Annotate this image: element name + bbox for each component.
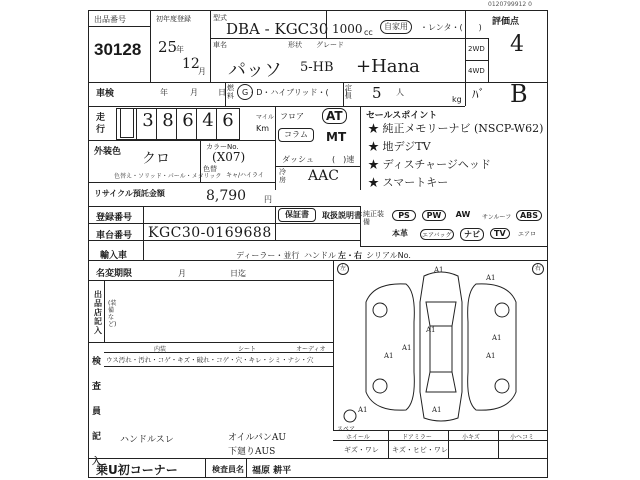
fuel-selected-circle [237, 84, 253, 100]
damage-mark: A1 [492, 334, 502, 342]
import-dealer: ディーラー・並行 [236, 251, 300, 260]
inspector-char: 員 [92, 407, 102, 417]
shape-value: 5-HB [300, 60, 334, 75]
inspector-char: 記 [92, 432, 102, 442]
fuel-options: G・D・ハイブリッド・( ) [242, 88, 348, 97]
damage-mark: A1 [384, 352, 394, 360]
cc-value: 1000 [332, 22, 363, 36]
diagram-left: 左 [337, 263, 349, 275]
equip-side-label: 純正装備 [363, 210, 384, 226]
mirror-header: ドアミラー [402, 434, 432, 441]
sales-point-text: 純正メモリーナビ (NSCP-W62) [382, 122, 544, 135]
change-note: キャ/ハイライ [226, 172, 264, 179]
car-name-label: 車名 [213, 41, 227, 49]
ac-value: AAC [308, 168, 339, 184]
chassis-value: KGC30-0169688 [148, 225, 272, 241]
weight-unit: kg [452, 95, 462, 104]
cc-unit: cc [364, 28, 373, 37]
capacity-label: 定員 [345, 84, 352, 100]
sales-point-item: ★ スマートキー [368, 176, 449, 189]
color-no-label: カラーNo. [206, 143, 239, 151]
chassis-label: 車台番号 [96, 231, 133, 241]
color-label: 外装色 [94, 147, 122, 157]
shape-label: 形状 [288, 41, 302, 49]
manual-label: 取扱説明書 [322, 211, 362, 220]
serial-label: シリアルNo. [366, 251, 411, 260]
insp-year-unit: 年 [160, 88, 168, 97]
floor-value-circled: AT [322, 108, 347, 124]
inspector-char: 入 [92, 457, 102, 467]
sales-points-title: セールスポイント [366, 111, 438, 121]
barcode-number: 0120799912 0 [488, 1, 532, 8]
mileage-box-frame [116, 108, 240, 140]
type-label: 型式 [213, 14, 227, 22]
type-value: DBA - KGC30 [226, 20, 329, 38]
inspector-char: 査 [92, 382, 102, 392]
column-label-circled: コラム [278, 128, 314, 142]
inspector-name-label: 検査員名 [212, 465, 244, 474]
first-reg-year: 25 [158, 38, 178, 56]
damage-mark: A1 [402, 344, 412, 352]
fuel-label: 燃料 [227, 84, 234, 100]
damage-mark: A1 [358, 406, 368, 414]
damage-mark: A1 [426, 326, 436, 334]
repaint-label: 色替 [203, 165, 217, 173]
mt-label: MT [326, 130, 347, 144]
handle-value: 左・右 [338, 251, 362, 260]
mileage-digit: 3 [142, 110, 154, 131]
interior-options: ウス汚れ・汚れ・コゲ・キズ・破れ・コゲ・穴・キレ・シミ・ナシ・穴 [106, 356, 314, 364]
car-diagram [336, 262, 546, 430]
inspector-note: オイルパンAU [228, 433, 287, 443]
mileage-unit-top: マイル [256, 114, 274, 121]
interior-header: 内装 [154, 346, 167, 353]
equip-aw: AW [455, 210, 471, 219]
speed-label: ( )速 [332, 155, 355, 164]
year-unit: 年 [176, 45, 184, 54]
spare-circle [344, 410, 356, 422]
mileage-unit-bottom: Km [256, 124, 270, 133]
lot-number: 30128 [94, 40, 142, 59]
lot-label: 出品番号 [94, 15, 126, 24]
warranty-circled: 保証書 [278, 208, 316, 222]
inspection-label: 車検 [96, 89, 115, 99]
reg-label: 登録番号 [96, 213, 133, 223]
insp-month-unit: 月 [190, 88, 198, 97]
recycle-unit: 円 [264, 195, 272, 204]
spare-label: スペア [337, 426, 356, 433]
usage-rental: ・レンタ・( ) [420, 23, 482, 32]
audio-header: オーディオ [296, 346, 326, 353]
seller-notes-sub: (装備など) [108, 300, 117, 328]
wheel-value: ギズ・ワレ [344, 446, 379, 454]
mileage-digit: 8 [162, 110, 174, 131]
inspector-column [92, 352, 104, 467]
diagram-right: 右 [532, 263, 544, 275]
sales-point-text: 地デジTV [382, 140, 431, 153]
sales-point-item: ★ 純正メモリーナビ (NSCP-W62) [368, 122, 544, 135]
mirror-value: キズ・ヒビ・ワレ [392, 446, 448, 454]
month-unit: 月 [198, 67, 206, 76]
damage-mark: A1 [486, 352, 496, 360]
drive-2wd: 2WD [468, 45, 485, 53]
mileage-digit: 6 [182, 110, 194, 131]
score-label: 評価点 [492, 17, 520, 27]
corner-label: 乗U初コーナー [96, 463, 178, 477]
sales-point-item: ★ 地デジTV [368, 140, 431, 153]
color-value: クロ [142, 151, 170, 167]
repaint-note: 色替え・ソリッド・パール・メタリック [114, 173, 222, 180]
sales-point-text: スマートキー [382, 176, 449, 189]
inspector-char: 検 [92, 357, 102, 367]
usage-private-circled: 自家用 [380, 20, 412, 34]
nc-month-unit: 月 [178, 269, 186, 278]
drive-4wd: 4WD [468, 67, 485, 75]
import-label: 輸入車 [100, 251, 128, 261]
car-name: パッソ [228, 60, 282, 81]
sales-point-item: ★ ディスチャージヘッド [368, 158, 491, 171]
dash-label: ダッシュ [282, 155, 314, 164]
damage-mark: A1 [486, 274, 496, 282]
color-no-value: (X07) [212, 150, 246, 164]
first-reg-month: 12 [182, 56, 200, 72]
insp-day-unit: 日 [218, 88, 226, 97]
equip-pw: PW [422, 210, 446, 221]
score-value: 4 [510, 32, 524, 57]
equip-aero: エアロ [518, 231, 537, 238]
inspector-note: 下廻りAUS [228, 447, 276, 457]
mileage-label: 走行 [96, 113, 106, 135]
damage-mark: A1 [432, 406, 442, 414]
ac-label: 冷房 [279, 168, 286, 184]
equip-leather: 本革 [392, 229, 408, 238]
interior-score: B [510, 80, 528, 108]
sales-point-text: ディスチャージヘッド [382, 158, 491, 171]
equip-abs: ABS [516, 210, 542, 221]
interior-prefix: ﾊﾞ [472, 88, 485, 103]
inspector-name: 福原 耕平 [252, 466, 292, 476]
capacity-unit: 人 [396, 88, 404, 97]
mileage-digit: 4 [202, 110, 214, 131]
recycle-value: 8,790 [206, 188, 247, 204]
inspector-note: ハンドルスレ [120, 435, 174, 445]
damage-mark: A1 [434, 266, 444, 274]
wheel-header: ホイール [346, 434, 370, 441]
equip-tv: TV [490, 228, 510, 239]
equip-navi: ナビ [460, 228, 484, 241]
seller-notes-label: 出品店記入 [94, 290, 102, 335]
capacity-value: 5 [372, 84, 382, 102]
equip-airbag: エアバッグ [420, 229, 454, 240]
grade-value: +Hana [356, 56, 420, 77]
dent-header: 小ヘコミ [510, 434, 535, 441]
equip-sunroof: サンルーフ [482, 214, 512, 221]
handle-label: ハンドル [304, 251, 336, 260]
first-reg-label: 初年度登録 [156, 15, 191, 23]
scratch-header: 小キズ [462, 434, 480, 441]
recycle-label: リサイクル預託金額 [94, 189, 165, 198]
grade-label: グレード [316, 41, 344, 49]
equip-ps: PS [392, 210, 416, 221]
nc-day-unit: 日迄 [230, 269, 246, 278]
name-change-label: 名変期限 [96, 269, 133, 279]
floor-label: フロア [280, 112, 304, 121]
seat-header: シート [238, 346, 257, 353]
mileage-digit: 6 [222, 110, 234, 131]
